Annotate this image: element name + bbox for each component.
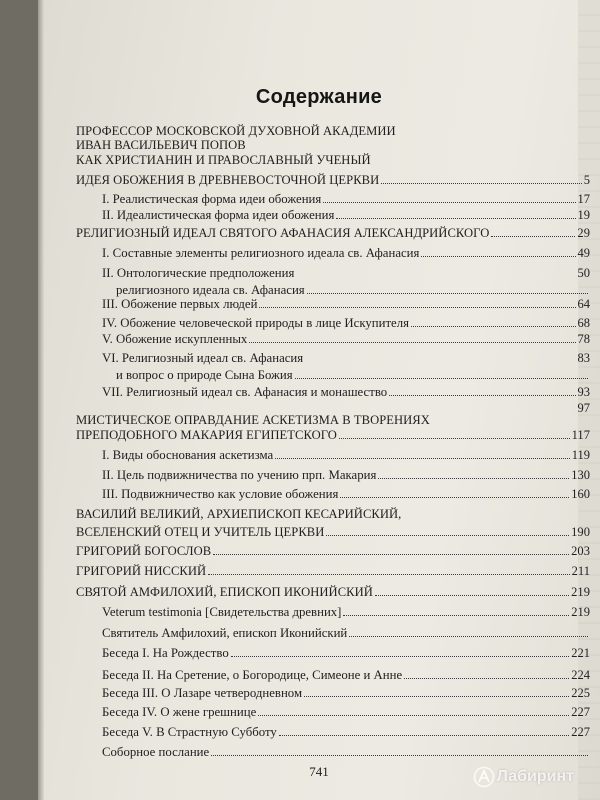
toc-entry [102,449,590,462]
toc-entry-title: ГРИГОРИЙ БОГОСЛОВ [76,544,212,558]
dot-leader [249,342,575,343]
toc-entry-title: Беседа III. О Лазаре четверодневном [102,686,303,700]
toc-entry-page: 17 [577,192,590,207]
dot-leader [304,696,569,697]
toc-entry-page: 68 [577,316,590,331]
dot-leader [231,656,570,657]
toc-entry-title: Veterum testimonia [Свидетельства древних] [102,605,342,619]
toc-entry-page: 224 [571,668,590,683]
toc-entry-page: 64 [577,297,590,312]
toc-entry [102,333,590,346]
toc-entry-page: 119 [571,448,590,463]
dot-leader [208,574,569,575]
toc-entry-title: ВСЕЛЕНСКИЙ ОТЕЦ И УЧИТЕЛЬ ЦЕРКВИ [76,525,325,539]
dot-leader [421,256,575,257]
toc-entry-page: 225 [571,686,590,701]
dot-leader [491,236,575,237]
dot-leader [375,595,569,596]
dot-leader [404,678,569,679]
toc-entry-page: 78 [577,332,590,347]
toc-entry [76,565,590,578]
toc-entry-page: 29 [577,226,590,241]
toc-entry-title: I. Реалистическая форма идеи обожения [102,192,322,206]
dot-leader [381,183,581,184]
toc-entry [102,267,590,280]
toc-entry-title: СВЯТОЙ АМФИЛОХИЙ, ЕПИСКОП ИКОНИЙСКИЙ [76,585,373,599]
labyrinth-logo-icon [473,766,495,788]
toc-entry-page: 160 [571,487,590,502]
watermark [473,766,574,788]
toc-entry [102,193,590,206]
toc-entry [102,488,590,501]
dot-leader [336,218,575,219]
toc-entry [76,508,590,521]
toc-entry [76,125,590,138]
toc-entry [102,647,590,660]
toc-entry-title: III. Обожение первых людей [102,297,258,311]
toc-entry [76,174,590,187]
toc-entry [102,687,590,700]
toc-entry-title: Беседа II. На Сретение, о Богородице, Симеоне и Анне [102,668,403,682]
toc-entry-title: V. Обожение искупленных [102,332,248,346]
toc-entry-title: Соборное послание [102,745,210,759]
toc-entry-title: ГРИГОРИЙ НИССКИЙ [76,564,207,578]
toc-entry-title: и вопрос о природе Сына Божия [116,368,293,382]
dot-leader [258,715,569,716]
toc-entry-title: религиозного идеала св. Афанасия [116,283,305,297]
toc-entry [102,469,590,482]
toc-entry [76,414,590,427]
dot-leader [411,326,576,327]
dot-leader [275,458,570,459]
dot-leader [259,307,575,308]
toc-entry-title: Беседа V. В Страстную Субботу [102,725,277,739]
toc-entry [102,669,590,682]
toc-entry-page: 203 [571,544,590,559]
dot-leader [211,755,588,756]
toc-entry-title: I. Виды обоснования аскетизма [102,448,274,462]
toc-entry-page: 190 [571,525,590,540]
toc-entry-page: 93 [577,385,590,400]
toc-entry [76,154,590,167]
dot-leader [339,438,570,439]
dot-leader [343,615,569,616]
toc-entry-title: ВАСИЛИЙ ВЕЛИКИЙ, АРХИЕПИСКОП КЕСАРИЙСКИЙ, [76,507,402,521]
toc-entry [102,706,590,719]
toc-entry-title: ПРОФЕССОР МОСКОВСКОЙ ДУХОВНОЙ АКАДЕМИИ [76,124,396,138]
toc-entry-title: КАК ХРИСТИАНИН И ПРАВОСЛАВНЫЙ УЧЕНЫЙ [76,153,371,167]
toc-entry [76,227,590,240]
dot-leader [340,497,569,498]
table-of-contents [38,0,600,800]
dot-leader [213,554,569,555]
toc-entry-title: VI. Религиозный идеал св. Афанасия [102,351,304,365]
toc-entry [116,369,590,382]
dot-leader [349,636,588,637]
toc-entry-title: I. Составные элементы религиозного идеала св. Афанасия [102,246,420,260]
toc-entry [76,545,590,558]
toc-entry-title: ПРЕПОДОБНОГО МАКАРИЯ ЕГИПЕТСКОГО [76,428,337,442]
toc-entry [102,386,590,399]
dot-leader [307,293,588,294]
toc-entry-page: 227 [571,705,590,720]
dot-leader [295,378,588,379]
toc-entry-page: 49 [577,246,590,261]
toc-entry [76,139,590,152]
toc-entry-title: Беседа I. На Рождество [102,646,229,660]
toc-entry-page: 211 [571,564,590,579]
toc-entry [76,526,590,539]
toc-entry-page: 130 [571,468,590,483]
toc-entry-title: Святитель Амфилохий, епископ Иконийский [102,626,348,640]
toc-entry [76,586,590,599]
toc-entry-page: 50 [577,266,590,281]
book-page [38,0,600,800]
dot-leader [279,735,569,736]
toc-entry-title: II. Идеалистическая форма идеи обожения [102,208,335,222]
toc-entry-page: 219 [571,605,590,620]
toc-entry [116,284,590,297]
toc-entry-page: 5 [583,173,590,188]
dot-leader [389,395,575,396]
toc-entry-page: 97 [577,401,590,415]
toc-entry [102,627,590,640]
dot-leader [326,535,569,536]
page-title: Содержание [255,86,383,108]
toc-entry-title: ИВАН ВАСИЛЬЕВИЧ ПОПОВ [76,138,246,152]
toc-entry-title: Беседа IV. О жене грешнице [102,705,257,719]
dot-leader [323,202,575,203]
toc-entry-title: III. Подвижничество как условие обожения [102,487,339,501]
toc-entry-page: 19 [577,208,590,223]
toc-entry-title: РЕЛИГИОЗНЫЙ ИДЕАЛ СВЯТОГО АФАНАСИЯ АЛЕКСАНДРИЙСКОГО [76,226,490,240]
watermark-text: Лабиринт [496,768,574,785]
toc-entry [102,606,590,619]
toc-entry [102,746,590,759]
page-number: 741 [309,764,329,779]
toc-entry [102,726,590,739]
toc-entry-page: 227 [571,725,590,740]
toc-entry-title: VII. Религиозный идеал св. Афанасия и монашество [102,385,388,399]
toc-entry-title: ИДЕЯ ОБОЖЕНИЯ В ДРЕВНЕВОСТОЧНОЙ ЦЕРКВИ [76,173,380,187]
dot-leader [378,478,569,479]
toc-entry [102,317,590,330]
toc-entry [102,247,590,260]
toc-entry-page: 117 [571,428,590,443]
toc-entry [102,298,590,311]
toc-entry-title: МИСТИЧЕСКОЕ ОПРАВДАНИЕ АСКЕТИЗМА В ТВОРЕНИЯХ [76,413,430,427]
toc-entry [76,429,590,442]
toc-entry-page: 219 [571,585,590,600]
toc-entry-title: IV. Обожение человеческой природы в лице Искупителя [102,316,409,330]
toc-entry-title: II. Цель подвижничества по учению прп. Макария [102,468,377,482]
toc-entry-page: 221 [571,646,590,661]
toc-entry-page: 83 [577,351,590,366]
toc-entry [102,209,590,222]
toc-entry [102,352,590,365]
toc-entry-title: II. Онтологические предположения [102,266,295,280]
